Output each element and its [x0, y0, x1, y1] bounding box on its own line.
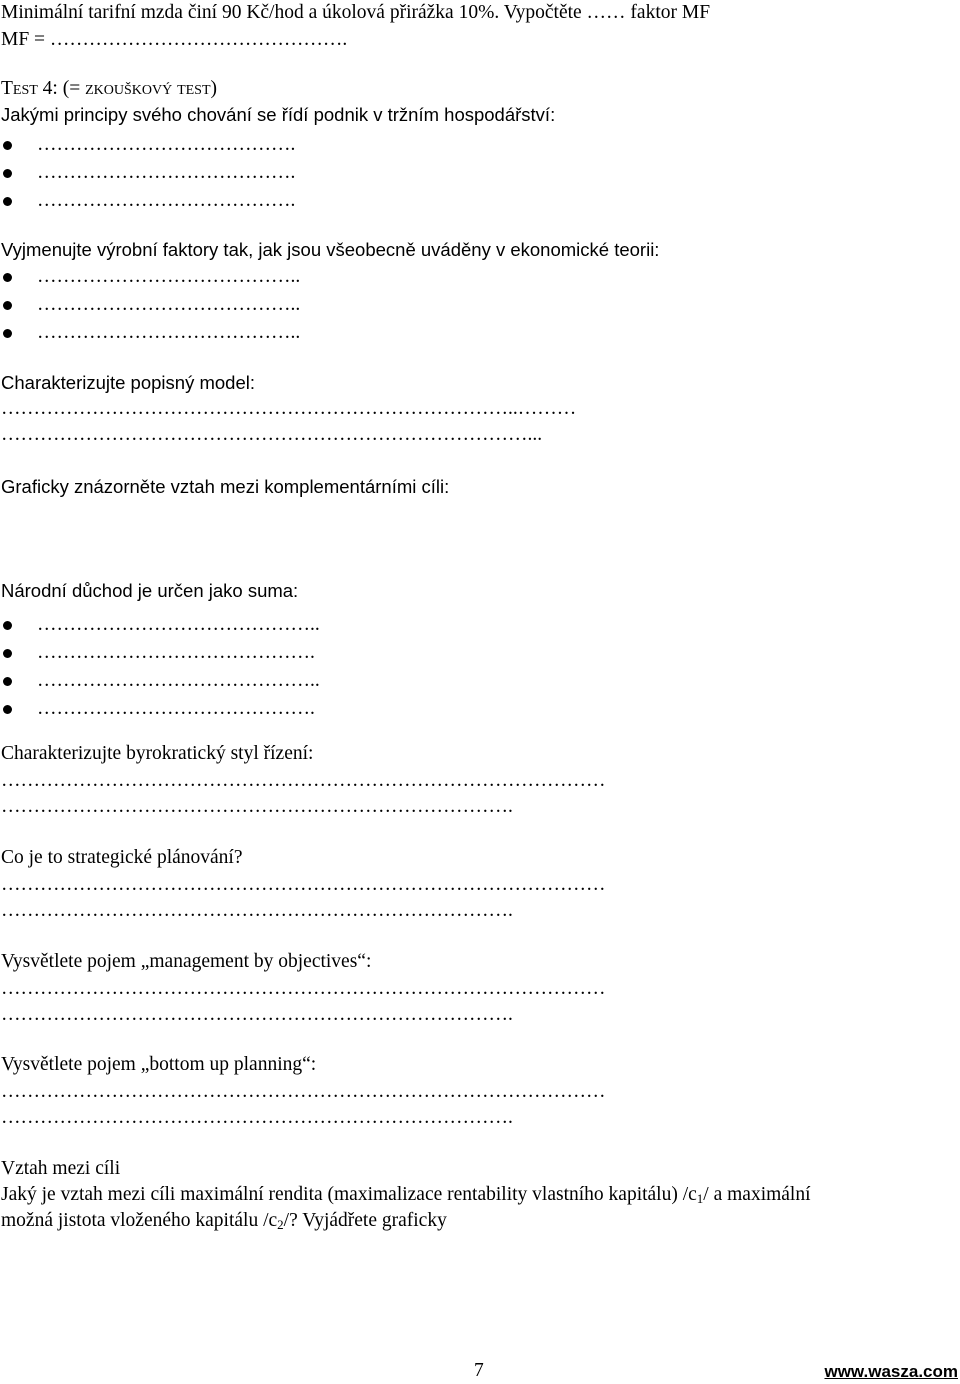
answer-line: …………………………………………………………………….: [1, 900, 513, 921]
answer-line: …………………………………………………………………………………: [1, 978, 606, 999]
question-text: /? Vyjádřete graficky: [283, 1210, 447, 1231]
question-wage-text: Minimální tarifní mzda činí 90 Kč/hod a úkolová přirážka 10%. Vypočtěte …… faktor MF: [1, 2, 711, 23]
answer-blank: …………………………………….: [37, 698, 315, 719]
bullet-icon: [3, 273, 12, 282]
question-descriptive-model: Charakterizujte popisný model:: [1, 372, 255, 393]
answer-line: …………………………………………………………………………………: [1, 1081, 606, 1102]
bullet-icon: [3, 677, 12, 686]
answer-line: …………………………………………………………………………………: [1, 770, 606, 791]
answer-line: ………………………………………………………………………...: [1, 424, 543, 445]
question-goals-line-2: [1, 1208, 447, 1234]
question-text: / a maximální: [703, 1184, 811, 1205]
list-item: [0, 612, 960, 638]
answer-blank: …………………………………..: [37, 322, 301, 343]
list-item: [0, 188, 960, 214]
answer-blank: ………………………………….: [37, 162, 296, 183]
bullet-icon: [3, 197, 12, 206]
answer-line: …………………………………………………………………………………: [1, 874, 606, 895]
question-principles: Jakými principy svého chování se řídí podnik v tržním hospodářství:: [1, 104, 556, 125]
page-number: 7: [474, 1360, 484, 1381]
subscript: 1: [696, 1191, 704, 1206]
test-title: Test 4: (= zkouškový test): [1, 78, 218, 99]
answer-blank: …………………………………….: [37, 642, 315, 663]
answer-blank: ……………………………………..: [37, 614, 320, 635]
question-goals-line-1: [1, 1182, 811, 1208]
answer-blank: ………………………………….: [37, 134, 296, 155]
list-item: [0, 696, 960, 722]
list-item: [0, 292, 960, 318]
footer-link[interactable]: www.wasza.com: [824, 1362, 958, 1381]
question-national-income: Národní důchod je určen jako suma:: [1, 580, 299, 601]
question-mbo: Vysvětlete pojem „management by objectives“:: [1, 951, 372, 972]
question-strategic-planning: Co je to strategické plánování?: [1, 847, 243, 868]
bullet-icon: [3, 141, 12, 150]
bullet-icon: [3, 169, 12, 178]
answer-line: …………………………………………………………………….: [1, 1004, 513, 1025]
question-text: možná jistota vloženého kapitálu /c: [1, 1210, 278, 1231]
answer-blank: …………………………………..: [37, 294, 301, 315]
bullet-icon: [3, 301, 12, 310]
answer-blank: ………………………………….: [37, 190, 296, 211]
section-title-goals: Vztah mezi cíli: [1, 1158, 121, 1179]
answer-line: ……………………………………………………………………..………: [1, 398, 577, 419]
answer-line: …………………………………………………………………….: [1, 1107, 513, 1128]
subscript: 2: [277, 1217, 284, 1232]
answer-mf-line: MF = ……………………………………….: [1, 29, 348, 50]
question-text: Jaký je vztah mezi cíli maximální rendita (maximalizace rentability vlastního kapitálu) /c: [1, 1184, 697, 1205]
bullet-icon: [3, 621, 12, 630]
question-bureaucratic-style: Charakterizujte byrokratický styl řízení:: [1, 743, 314, 764]
bullet-icon: [3, 329, 12, 338]
list-item: [0, 320, 960, 346]
answer-blank: ……………………………………..: [37, 670, 320, 691]
list-item: [0, 160, 960, 186]
answer-line: …………………………………………………………………….: [1, 796, 513, 817]
list-item: [0, 264, 960, 290]
question-bottom-up: Vysvětlete pojem „bottom up planning“:: [1, 1054, 317, 1075]
list-item: [0, 132, 960, 158]
answer-blank: …………………………………..: [37, 266, 301, 287]
list-item: [0, 668, 960, 694]
bullet-icon: [3, 705, 12, 714]
question-production-factors: Vyjmenujte výrobní faktory tak, jak jsou všeobecně uváděny v ekonomické teorii:: [1, 239, 660, 260]
bullet-icon: [3, 649, 12, 658]
list-item: [0, 640, 960, 666]
question-complementary-goals: Graficky znázorněte vztah mezi komplementárními cíli:: [1, 476, 450, 497]
